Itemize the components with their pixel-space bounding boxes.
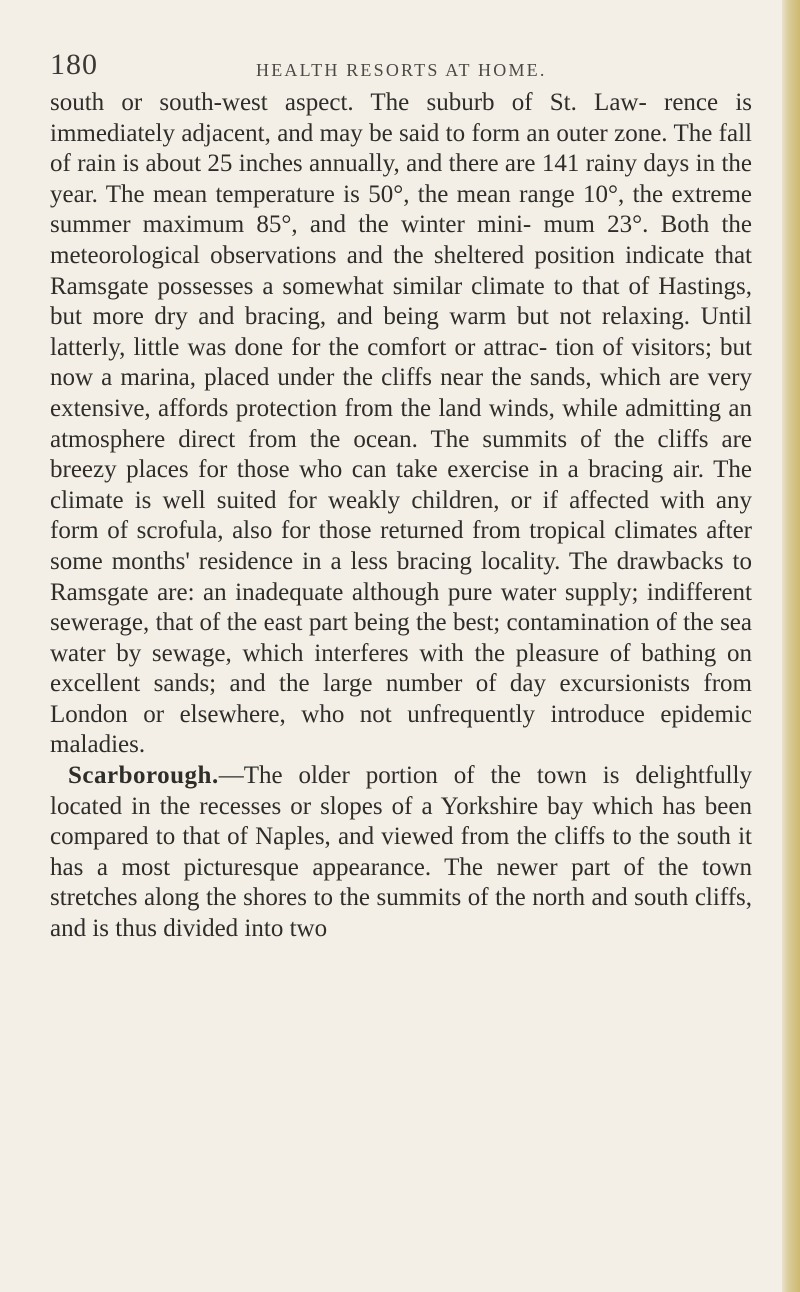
paragraph-scarborough	[50, 761, 768, 945]
running-title: HEALTH RESORTS AT HOME.	[256, 60, 547, 80]
paragraph-scarborough-text: —The older portion of the town is delightfully located in the recesses or slopes of a Yorkshire bay which has been compared to that of Naples, and viewed from the cliffs to the south it has a most picturesque appearance. The newer part of the town stretches along the shores to the summits of the north and south cliffs, and is thus divided into two	[50, 762, 752, 943]
running-head	[50, 48, 768, 88]
page-edge	[782, 0, 800, 1292]
paragraph-ramsgate: south or south-west aspect. The suburb of St. Law- rence is immediately adjacent, and may be said to form an outer zone. The fall of rain is about 25 inches annually, and there are 141 rainy days in the year. The mean temperature is 50°, the mean range 10°, the extreme summer maximum 85°, and the winter mini- mum 23°. Both the meteorological observations and the sheltered position indicate that Ramsgate possesses a somewhat similar climate to that of Hastings, but more dry and bracing, and being warm but not relaxing. Until latterly, little was done for the comfort or attrac- tion of visitors; but now a marina, placed under the cliffs near the sands, which are very extensive, affords protection from the land winds, while admitting an atmosphere direct from the ocean. The summits of the cliffs are breezy places for those who can take exercise in a bracing air. The climate is well suited for weakly children, or if affected with any form of scrofula, also for those returned from tropical climates after some months' residence in a less bracing locality. The drawbacks to Ramsgate are: an inadequate although pure water supply; indifferent sewerage, that of the east part being the best; contamination of the sea water by sewage, which interferes with the pleasure of bathing on excellent sands; and the large number of day excursionists from London or elsewhere, who not unfrequently introduce epidemic maladies.	[50, 89, 752, 759]
section-heading-scarborough: Scarborough.	[68, 762, 219, 790]
page-number: 180	[50, 48, 98, 81]
